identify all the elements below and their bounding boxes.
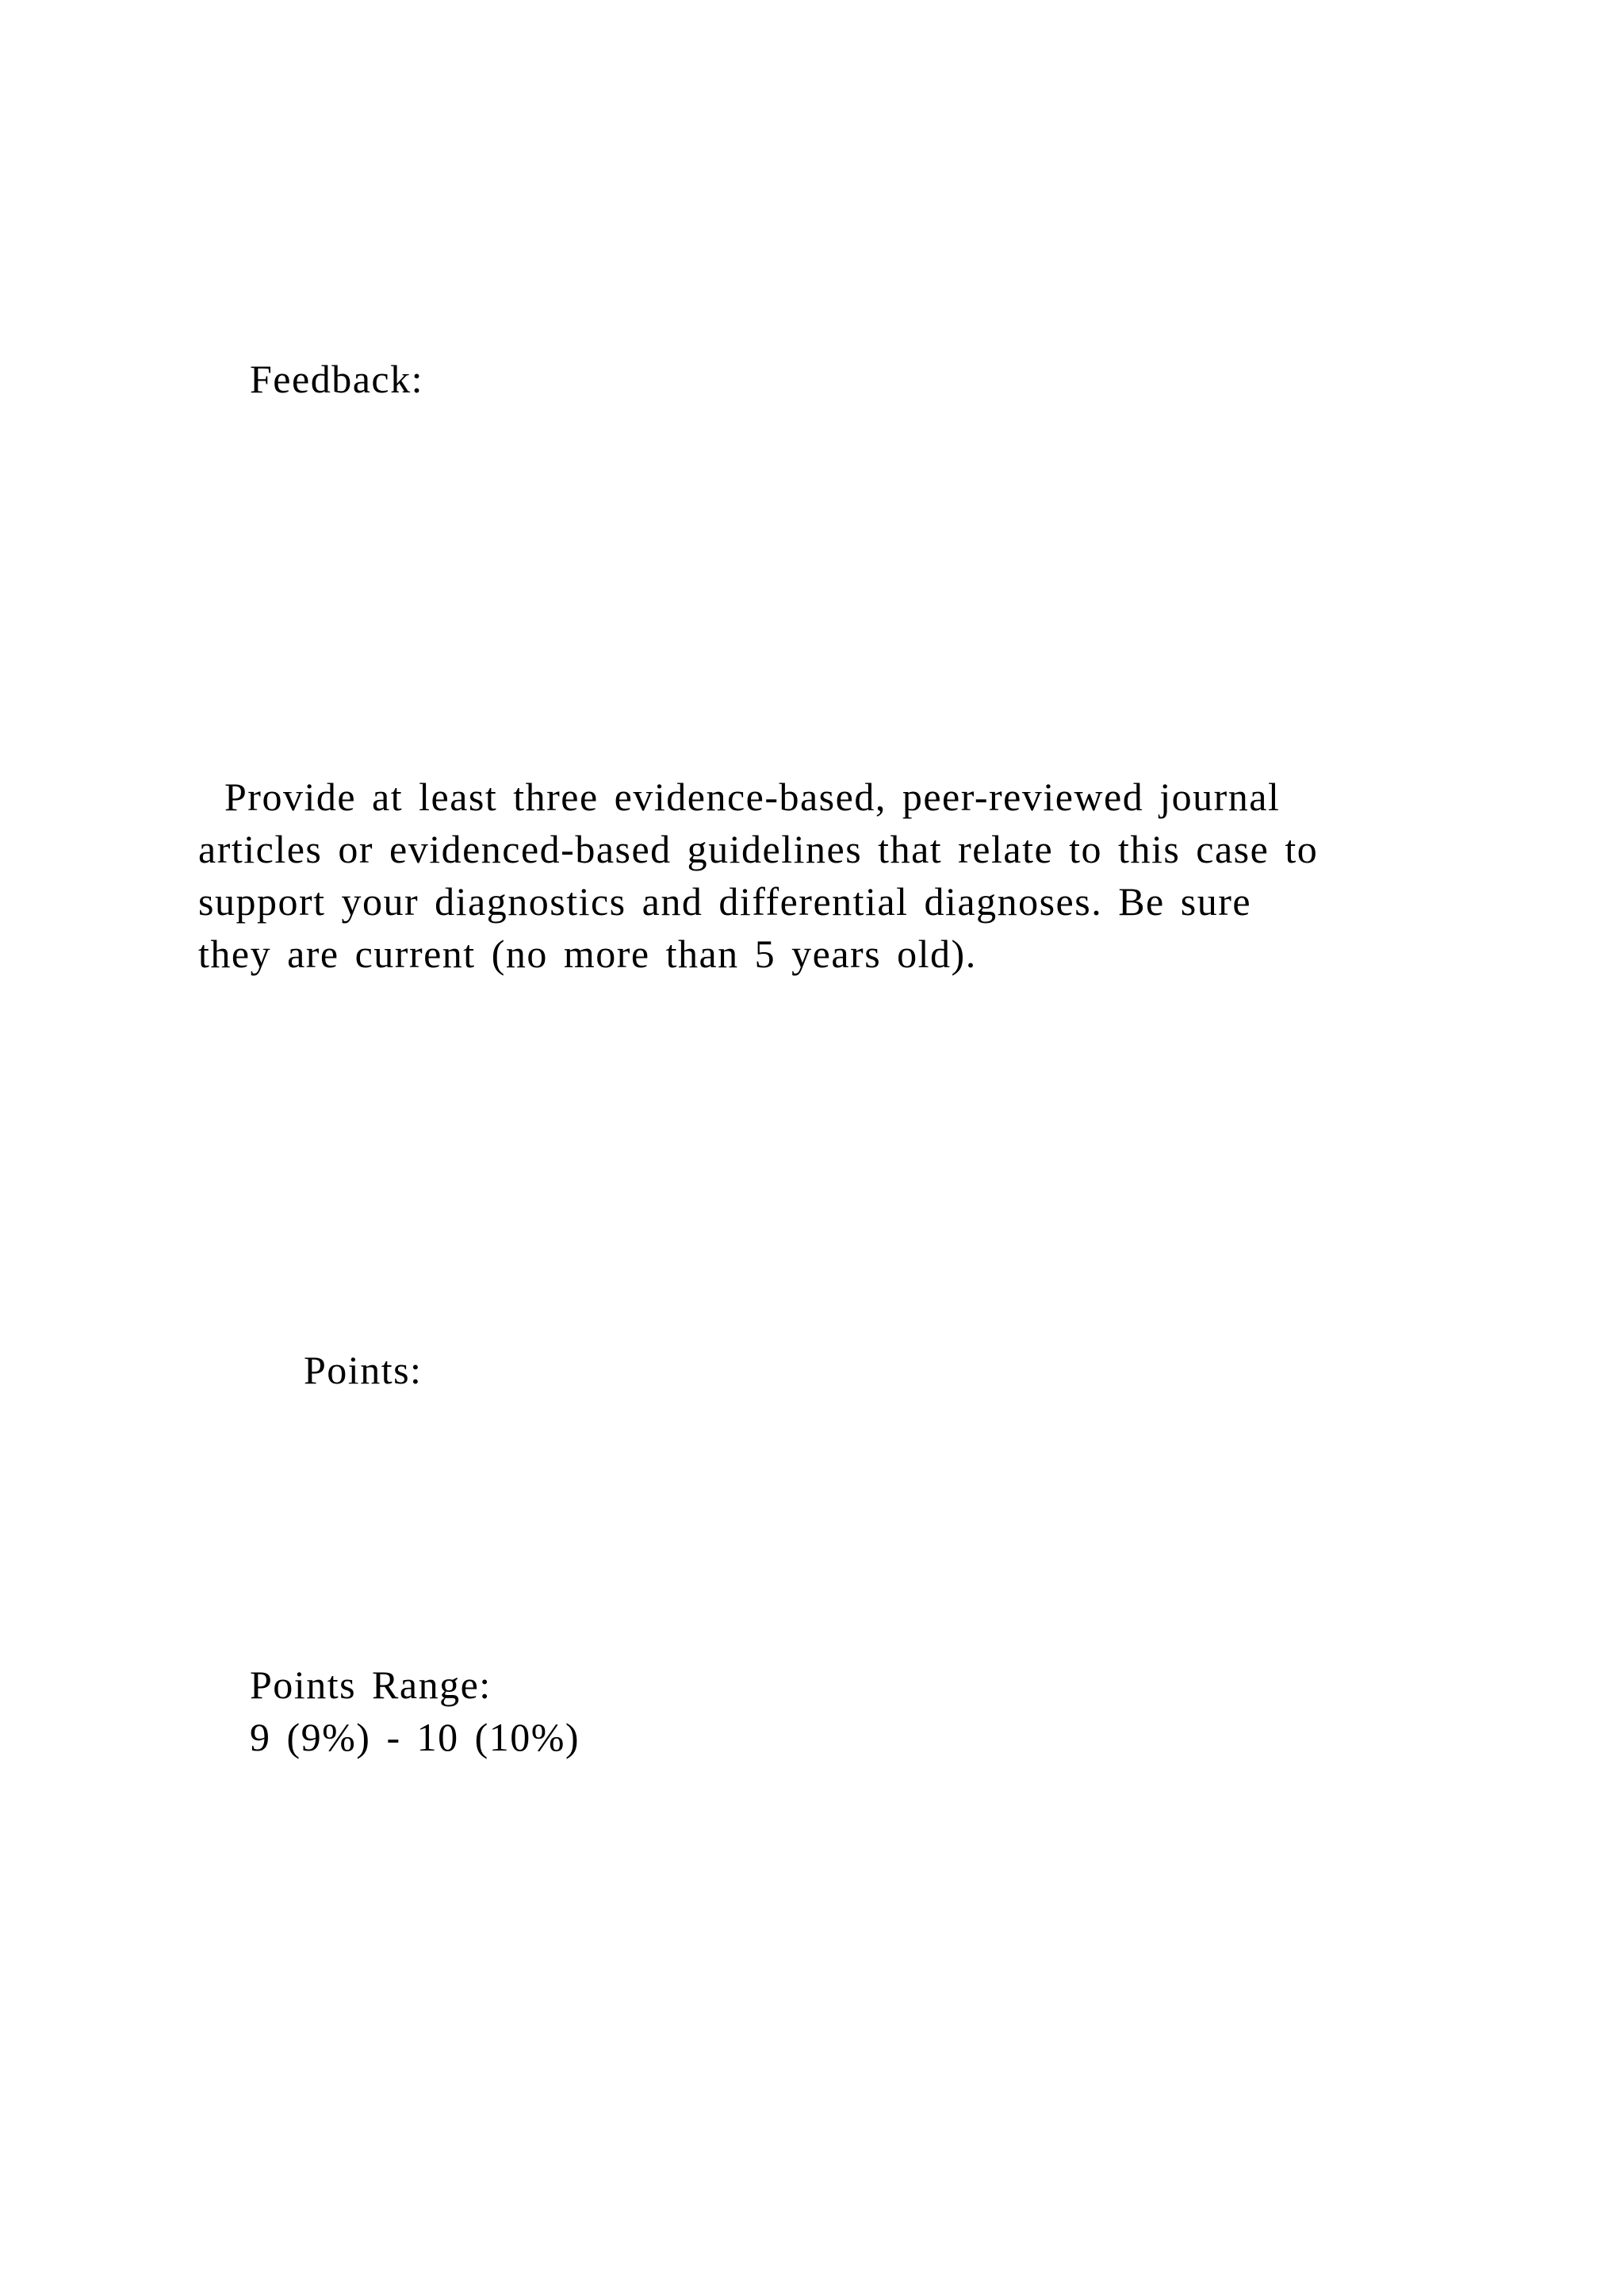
feedback-label: Feedback:	[250, 357, 423, 401]
points-range-label: Points Range:	[250, 1663, 492, 1707]
instruction-line: articles or evidenced-based guidelines that relate to this case to	[198, 827, 1319, 871]
points-range-value: 9 (9%) - 10 (10%)	[250, 1715, 580, 1759]
instruction-line: they are current (no more than 5 years old).	[198, 932, 977, 976]
instruction-line: support your diagnostics and differential diagnoses. Be sure	[198, 879, 1252, 924]
instruction-line: Provide at least three evidence-based, peer-reviewed journal	[224, 775, 1281, 819]
points-label: Points:	[304, 1348, 423, 1392]
